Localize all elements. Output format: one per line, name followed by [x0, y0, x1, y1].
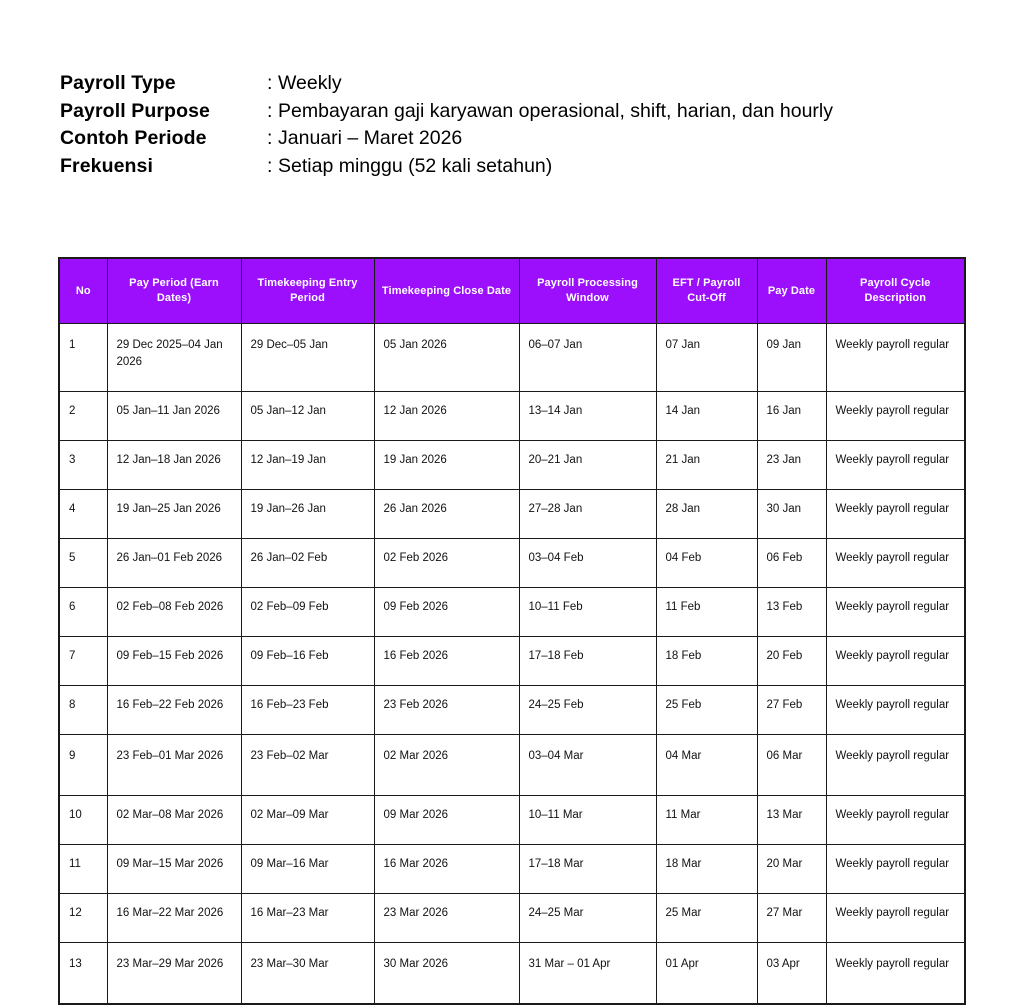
cell-timekeeping-entry-period: 23 Mar–30 Mar	[241, 943, 374, 1005]
cell-payroll-processing-window: 13–14 Jan	[519, 392, 656, 441]
cell-pay-period: 19 Jan–25 Jan 2026	[107, 490, 241, 539]
cell-timekeeping-close-date: 05 Jan 2026	[374, 324, 519, 392]
cell-payroll-processing-window: 24–25 Mar	[519, 894, 656, 943]
table-row	[59, 894, 965, 943]
payroll-summary-block	[60, 72, 960, 182]
cell-payroll-processing-window: 24–25 Feb	[519, 686, 656, 735]
cell-payroll-processing-window: 17–18 Feb	[519, 637, 656, 686]
cell-payroll-cycle-description: Weekly payroll regular	[826, 894, 965, 943]
summary-row-frekuensi	[60, 155, 960, 183]
cell-payroll-cycle-description: Weekly payroll regular	[826, 686, 965, 735]
summary-label-frekuensi: Frekuensi	[60, 154, 154, 177]
table-row	[59, 490, 965, 539]
cell-no: 13	[59, 943, 107, 1005]
column-header-payroll-cycle-description: Payroll Cycle Description	[826, 258, 965, 324]
table-row	[59, 441, 965, 490]
cell-payroll-processing-window: 03–04 Feb	[519, 539, 656, 588]
cell-payroll-processing-window: 06–07 Jan	[519, 324, 656, 392]
cell-timekeeping-close-date: 23 Feb 2026	[374, 686, 519, 735]
cell-payroll-processing-window: 20–21 Jan	[519, 441, 656, 490]
cell-eft-payroll-cut-off: 21 Jan	[656, 441, 757, 490]
cell-pay-period: 16 Feb–22 Feb 2026	[107, 686, 241, 735]
column-header-timekeeping-close-date: Timekeeping Close Date	[374, 258, 519, 324]
cell-payroll-cycle-description: Weekly payroll regular	[826, 392, 965, 441]
cell-eft-payroll-cut-off: 11 Feb	[656, 588, 757, 637]
table-body	[59, 324, 965, 1005]
column-header-pay-period: Pay Period (Earn Dates)	[107, 258, 241, 324]
cell-timekeeping-entry-period: 26 Jan–02 Feb	[241, 539, 374, 588]
cell-timekeeping-entry-period: 09 Mar–16 Mar	[241, 845, 374, 894]
cell-timekeeping-entry-period: 16 Mar–23 Mar	[241, 894, 374, 943]
cell-timekeeping-close-date: 30 Mar 2026	[374, 943, 519, 1005]
column-header-eft-payroll-cut-off: EFT / Payroll Cut-Off	[656, 258, 757, 324]
summary-label-contoh-periode: Contoh Periode	[60, 127, 207, 149]
payroll-schedule-table	[58, 257, 966, 1005]
cell-pay-period: 23 Feb–01 Mar 2026	[107, 735, 241, 796]
cell-payroll-processing-window: 03–04 Mar	[519, 735, 656, 796]
summary-value-contoh-periode: Januari – Maret 2026	[278, 127, 463, 149]
cell-pay-period: 05 Jan–11 Jan 2026	[107, 392, 241, 441]
column-header-pay-date: Pay Date	[757, 258, 826, 324]
cell-eft-payroll-cut-off: 07 Jan	[656, 324, 757, 392]
summary-label-payroll-purpose: Payroll Purpose	[60, 99, 210, 122]
cell-timekeeping-close-date: 12 Jan 2026	[374, 392, 519, 441]
cell-eft-payroll-cut-off: 25 Feb	[656, 686, 757, 735]
summary-label-payroll-type: Payroll Type	[60, 72, 176, 94]
cell-pay-period: 12 Jan–18 Jan 2026	[107, 441, 241, 490]
cell-payroll-cycle-description: Weekly payroll regular	[826, 588, 965, 637]
cell-pay-date: 16 Jan	[757, 392, 826, 441]
cell-no: 8	[59, 686, 107, 735]
cell-payroll-cycle-description: Weekly payroll regular	[826, 539, 965, 588]
summary-row-contoh-periode	[60, 127, 960, 155]
cell-eft-payroll-cut-off: 28 Jan	[656, 490, 757, 539]
cell-timekeeping-close-date: 09 Feb 2026	[374, 588, 519, 637]
cell-payroll-cycle-description: Weekly payroll regular	[826, 637, 965, 686]
cell-no: 7	[59, 637, 107, 686]
cell-timekeeping-entry-period: 05 Jan–12 Jan	[241, 392, 374, 441]
cell-payroll-processing-window: 27–28 Jan	[519, 490, 656, 539]
cell-timekeeping-close-date: 09 Mar 2026	[374, 796, 519, 845]
cell-pay-date: 06 Mar	[757, 735, 826, 796]
cell-eft-payroll-cut-off: 18 Mar	[656, 845, 757, 894]
cell-pay-date: 27 Feb	[757, 686, 826, 735]
cell-timekeeping-close-date: 02 Feb 2026	[374, 539, 519, 588]
cell-timekeeping-close-date: 16 Mar 2026	[374, 845, 519, 894]
table-row	[59, 686, 965, 735]
cell-payroll-processing-window: 17–18 Mar	[519, 845, 656, 894]
cell-timekeeping-entry-period: 16 Feb–23 Feb	[241, 686, 374, 735]
cell-eft-payroll-cut-off: 18 Feb	[656, 637, 757, 686]
cell-timekeeping-close-date: 16 Feb 2026	[374, 637, 519, 686]
summary-row-payroll-type	[60, 72, 960, 100]
summary-separator: :	[267, 154, 273, 177]
summary-separator: :	[267, 99, 273, 122]
cell-payroll-processing-window: 31 Mar – 01 Apr	[519, 943, 656, 1005]
table-row	[59, 539, 965, 588]
cell-pay-date: 20 Feb	[757, 637, 826, 686]
cell-timekeeping-close-date: 19 Jan 2026	[374, 441, 519, 490]
table-header	[59, 258, 965, 324]
cell-payroll-cycle-description: Weekly payroll regular	[826, 490, 965, 539]
cell-pay-date: 13 Feb	[757, 588, 826, 637]
cell-no: 11	[59, 845, 107, 894]
cell-pay-period: 23 Mar–29 Mar 2026	[107, 943, 241, 1005]
cell-eft-payroll-cut-off: 25 Mar	[656, 894, 757, 943]
cell-timekeeping-entry-period: 23 Feb–02 Mar	[241, 735, 374, 796]
cell-payroll-cycle-description: Weekly payroll regular	[826, 324, 965, 392]
table-row	[59, 943, 965, 1005]
cell-payroll-cycle-description: Weekly payroll regular	[826, 796, 965, 845]
cell-eft-payroll-cut-off: 14 Jan	[656, 392, 757, 441]
cell-no: 2	[59, 392, 107, 441]
column-header-payroll-processing-window: Payroll Processing Window	[519, 258, 656, 324]
column-header-timekeeping-entry-period: Timekeeping Entry Period	[241, 258, 374, 324]
cell-timekeeping-close-date: 02 Mar 2026	[374, 735, 519, 796]
cell-timekeeping-entry-period: 02 Feb–09 Feb	[241, 588, 374, 637]
cell-eft-payroll-cut-off: 01 Apr	[656, 943, 757, 1005]
table-header-row	[59, 258, 965, 324]
cell-no: 9	[59, 735, 107, 796]
cell-no: 12	[59, 894, 107, 943]
table-row	[59, 845, 965, 894]
cell-timekeeping-entry-period: 02 Mar–09 Mar	[241, 796, 374, 845]
table-row	[59, 735, 965, 796]
cell-payroll-cycle-description: Weekly payroll regular	[826, 441, 965, 490]
cell-timekeeping-entry-period: 29 Dec–05 Jan	[241, 324, 374, 392]
cell-pay-period: 09 Mar–15 Mar 2026	[107, 845, 241, 894]
cell-timekeeping-entry-period: 09 Feb–16 Feb	[241, 637, 374, 686]
cell-no: 3	[59, 441, 107, 490]
payroll-schedule-table-wrap	[58, 257, 954, 1005]
cell-no: 10	[59, 796, 107, 845]
cell-pay-date: 03 Apr	[757, 943, 826, 1005]
cell-pay-date: 23 Jan	[757, 441, 826, 490]
summary-separator: :	[267, 72, 273, 94]
column-header-no: No	[59, 258, 107, 324]
cell-pay-date: 27 Mar	[757, 894, 826, 943]
cell-timekeeping-entry-period: 12 Jan–19 Jan	[241, 441, 374, 490]
summary-value-frekuensi: Setiap minggu (52 kali setahun)	[278, 154, 553, 177]
summary-value-payroll-type: Weekly	[278, 72, 342, 94]
cell-pay-date: 30 Jan	[757, 490, 826, 539]
summary-row-payroll-purpose	[60, 100, 960, 128]
cell-no: 4	[59, 490, 107, 539]
table-row	[59, 324, 965, 392]
cell-no: 1	[59, 324, 107, 392]
cell-eft-payroll-cut-off: 04 Mar	[656, 735, 757, 796]
summary-separator: :	[267, 127, 273, 149]
cell-pay-date: 13 Mar	[757, 796, 826, 845]
cell-timekeeping-close-date: 23 Mar 2026	[374, 894, 519, 943]
summary-value-payroll-purpose: Pembayaran gaji karyawan operasional, shift, harian, dan hourly	[278, 99, 833, 122]
cell-pay-period: 02 Mar–08 Mar 2026	[107, 796, 241, 845]
table-row	[59, 392, 965, 441]
cell-payroll-cycle-description: Weekly payroll regular	[826, 845, 965, 894]
cell-eft-payroll-cut-off: 04 Feb	[656, 539, 757, 588]
cell-payroll-cycle-description: Weekly payroll regular	[826, 943, 965, 1005]
table-row	[59, 588, 965, 637]
cell-no: 5	[59, 539, 107, 588]
cell-pay-period: 16 Mar–22 Mar 2026	[107, 894, 241, 943]
cell-no: 6	[59, 588, 107, 637]
cell-pay-date: 09 Jan	[757, 324, 826, 392]
table-row	[59, 796, 965, 845]
cell-pay-period: 29 Dec 2025–04 Jan 2026	[107, 324, 241, 392]
cell-payroll-cycle-description: Weekly payroll regular	[826, 735, 965, 796]
cell-payroll-processing-window: 10–11 Feb	[519, 588, 656, 637]
cell-pay-date: 20 Mar	[757, 845, 826, 894]
cell-pay-date: 06 Feb	[757, 539, 826, 588]
cell-pay-period: 02 Feb–08 Feb 2026	[107, 588, 241, 637]
cell-payroll-processing-window: 10–11 Mar	[519, 796, 656, 845]
cell-pay-period: 26 Jan–01 Feb 2026	[107, 539, 241, 588]
cell-pay-period: 09 Feb–15 Feb 2026	[107, 637, 241, 686]
cell-timekeeping-close-date: 26 Jan 2026	[374, 490, 519, 539]
cell-eft-payroll-cut-off: 11 Mar	[656, 796, 757, 845]
table-row	[59, 637, 965, 686]
cell-timekeeping-entry-period: 19 Jan–26 Jan	[241, 490, 374, 539]
